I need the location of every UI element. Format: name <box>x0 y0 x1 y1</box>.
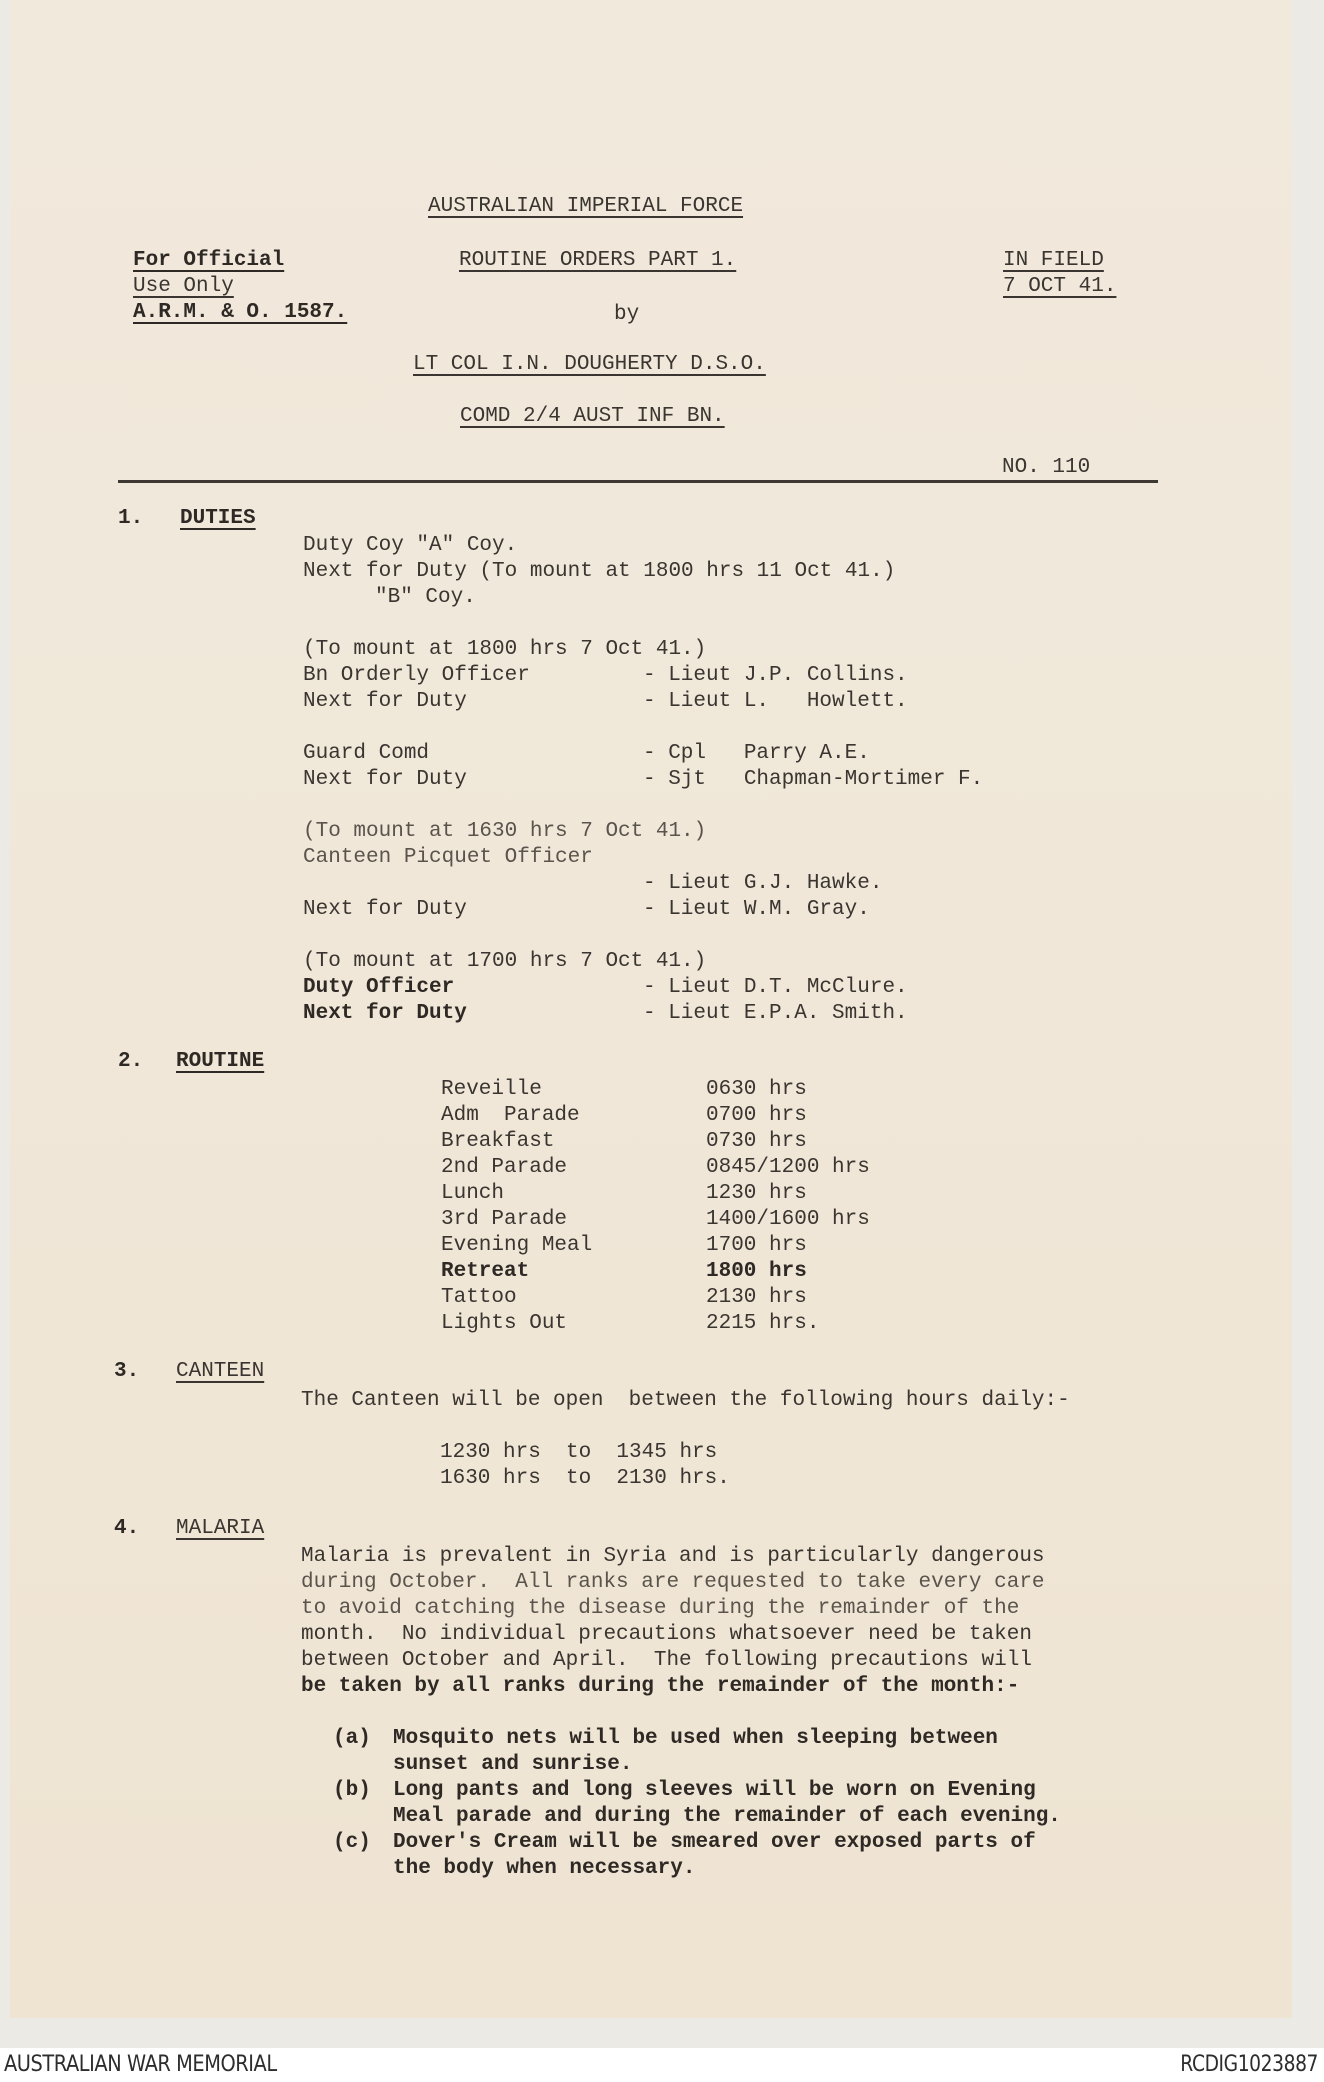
malaria-text-line: be taken by all ranks during the remainder of the month:- <box>301 1675 1020 1698</box>
precaution-text: Mosquito nets will be used when sleeping between <box>393 1727 998 1750</box>
unit: COMD 2/4 AUST INF BN. <box>460 405 725 428</box>
duty-role: Next for Duty <box>303 690 467 713</box>
archive-id: RCDIG1023887 <box>1180 2052 1318 2077</box>
schedule-time: 2215 hrs. <box>706 1312 820 1335</box>
mount-time: (To mount at 1630 hrs 7 Oct 41.) <box>303 820 707 843</box>
duty-role: Canteen Picquet Officer <box>303 846 593 869</box>
schedule-event: 3rd Parade <box>441 1208 568 1231</box>
schedule-time: 2130 hrs <box>706 1286 807 1309</box>
classification-line-1: For Official <box>133 249 285 272</box>
order-date: 7 OCT 41. <box>1003 275 1117 298</box>
schedule-event: Breakfast <box>441 1130 555 1153</box>
schedule-event: Retreat <box>441 1260 530 1283</box>
duty-name: - Sjt Chapman-Mortimer F. <box>643 768 984 791</box>
section-heading-malaria: MALARIA <box>176 1517 265 1540</box>
section-heading-routine: ROUTINE <box>176 1050 265 1073</box>
order-number: NO. 110 <box>1002 456 1091 479</box>
archive-name: AUSTRALIAN WAR MEMORIAL <box>4 2052 277 2077</box>
schedule-event: Tattoo <box>441 1286 517 1309</box>
mount-time: (To mount at 1700 hrs 7 Oct 41.) <box>303 950 707 973</box>
schedule-time: 0730 hrs <box>706 1130 807 1153</box>
archive-footer <box>0 2048 1324 2082</box>
location: IN FIELD <box>1003 249 1104 272</box>
schedule-time: 1800 hrs <box>706 1260 807 1283</box>
next-coy: "B" Coy. <box>375 586 476 609</box>
schedule-time: 0630 hrs <box>706 1078 807 1101</box>
document-title: AUSTRALIAN IMPERIAL FORCE <box>428 195 744 218</box>
duty-name: - Lieut G.J. Hawke. <box>643 872 883 895</box>
section-number: 4. <box>114 1517 140 1540</box>
schedule-event: 2nd Parade <box>441 1156 568 1179</box>
schedule-event: Adm Parade <box>441 1104 580 1127</box>
section-number: 1. <box>118 507 144 530</box>
duty-name: - Lieut D.T. McClure. <box>643 976 908 999</box>
malaria-text-line: month. No individual precautions whatsoever need be taken <box>301 1623 1032 1646</box>
precaution-text: Meal parade and during the remainder of each evening. <box>393 1805 1061 1828</box>
orders-title: ROUTINE ORDERS PART 1. <box>459 249 737 272</box>
precaution-label: (c) <box>333 1831 371 1854</box>
duty-role: Guard Comd <box>303 742 430 765</box>
schedule-time: 1230 hrs <box>706 1182 807 1205</box>
classification-line-2: Use Only <box>133 275 234 298</box>
schedule-time: 0845/1200 hrs <box>706 1156 870 1179</box>
schedule-event: Lunch <box>441 1182 505 1205</box>
precaution-text: Long pants and long sleeves will be worn on Evening <box>393 1779 1036 1802</box>
next-coy-line: Next for Duty (To mount at 1800 hrs 11 Oct 41.) <box>303 560 896 583</box>
schedule-time: 1700 hrs <box>706 1234 807 1257</box>
duty-coy: Duty Coy "A" Coy. <box>303 534 518 557</box>
precaution-label: (b) <box>333 1779 371 1802</box>
by-label: by <box>614 303 640 326</box>
duty-role: Next for Duty <box>303 1002 467 1025</box>
schedule-time: 1400/1600 hrs <box>706 1208 870 1231</box>
section-number: 3. <box>114 1360 140 1383</box>
section-heading-canteen: CANTEEN <box>176 1360 265 1383</box>
schedule-time: 0700 hrs <box>706 1104 807 1127</box>
section-number: 2. <box>118 1050 144 1073</box>
section-heading-duties: DUTIES <box>180 507 256 530</box>
canteen-hours: 1630 hrs to 2130 hrs. <box>440 1467 730 1490</box>
duty-name: - Lieut J.P. Collins. <box>643 664 908 687</box>
duty-name: - Lieut W.M. Gray. <box>643 898 870 921</box>
classification-line-3: A.R.M. & O. 1587. <box>133 301 348 324</box>
precaution-text: the body when necessary. <box>393 1857 696 1880</box>
duty-name: - Cpl Parry A.E. <box>643 742 870 765</box>
schedule-event: Evening Meal <box>441 1234 593 1257</box>
malaria-text-line: between October and April. The following precautions will <box>301 1649 1032 1672</box>
precaution-label: (a) <box>333 1727 371 1750</box>
schedule-event: Reveille <box>441 1078 542 1101</box>
mount-time: (To mount at 1800 hrs 7 Oct 41.) <box>303 638 707 661</box>
duty-role: Bn Orderly Officer <box>303 664 530 687</box>
duty-name: - Lieut L. Howlett. <box>643 690 908 713</box>
malaria-text-line: during October. All ranks are requested to take every care <box>301 1571 1045 1594</box>
duty-name: - Lieut E.P.A. Smith. <box>643 1002 908 1025</box>
schedule-event: Lights Out <box>441 1312 568 1335</box>
canteen-text: The Canteen will be open between the following hours daily:- <box>301 1389 1070 1412</box>
canteen-hours: 1230 hrs to 1345 hrs <box>440 1441 718 1464</box>
precaution-text: Dover's Cream will be smeared over exposed parts of <box>393 1831 1036 1854</box>
header-divider <box>118 480 1158 483</box>
duty-role: Duty Officer <box>303 976 455 999</box>
duty-role: Next for Duty <box>303 768 467 791</box>
malaria-text-line: Malaria is prevalent in Syria and is particularly dangerous <box>301 1545 1045 1568</box>
precaution-text: sunset and sunrise. <box>393 1753 633 1776</box>
duty-role: Next for Duty <box>303 898 467 921</box>
commander: LT COL I.N. DOUGHERTY D.S.O. <box>413 353 766 376</box>
malaria-text-line: to avoid catching the disease during the remainder of the <box>301 1597 1020 1620</box>
